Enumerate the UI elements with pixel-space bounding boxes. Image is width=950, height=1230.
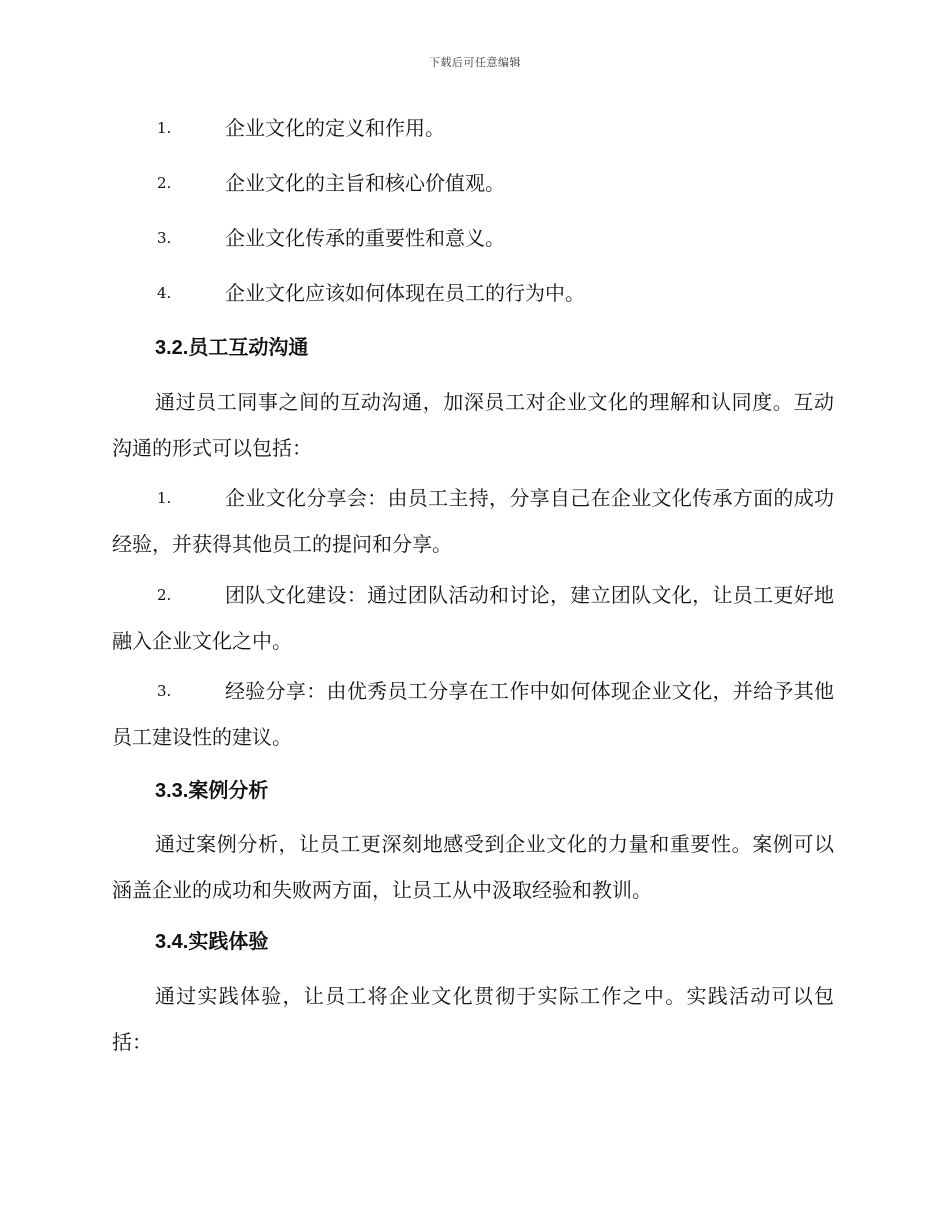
list-text: 企业文化分享会：由员工主持，分享自己在企业文化传承方面的成功经验，并获得其他员工的提问和分享。	[112, 486, 834, 556]
list-text: 经验分享：由优秀员工分享在工作中如何体现企业文化，并给予其他员工建设性的建议。	[112, 679, 834, 749]
section-title: 员工互动沟通	[188, 335, 309, 359]
section-3-3-intro: 通过案例分析，让员工更深刻地感受到企业文化的力量和重要性。案例可以涵盖企业的成功和失败两方面，让员工从中汲取经验和教训。	[112, 832, 834, 902]
list-text: 团队文化建设：通过团队活动和讨论，建立团队文化，让员工更好地融入企业文化之中。	[112, 583, 834, 653]
list-number: 1.	[157, 119, 172, 137]
list-item	[112, 668, 834, 760]
section-number: 3.2.	[155, 337, 189, 359]
list-item	[112, 215, 834, 261]
list-item	[112, 475, 834, 567]
list-item	[112, 105, 834, 151]
page-header: 下载后可任意编辑	[429, 56, 521, 69]
list-number: 3.	[157, 229, 172, 247]
list-item	[112, 572, 834, 664]
list-number: 4.	[157, 284, 172, 302]
list-text: 企业文化传承的重要性和意义。	[225, 226, 505, 250]
section-heading-3-4	[155, 918, 268, 965]
section-number: 3.4.	[155, 931, 189, 953]
list-text: 企业文化的主旨和核心价值观。	[225, 171, 505, 195]
list-item	[112, 160, 834, 206]
section-3-2-intro: 通过员工同事之间的互动沟通，加深员工对企业文化的理解和认同度。互动沟通的形式可以包括：	[112, 390, 834, 460]
section-title: 实践体验	[188, 929, 269, 953]
section-heading-3-3	[155, 767, 268, 814]
list-number: 3.	[157, 682, 172, 700]
list-number: 1.	[157, 489, 172, 507]
list-text: 企业文化的定义和作用。	[225, 116, 445, 140]
section-3-4-intro: 通过实践体验，让员工将企业文化贯彻于实际工作之中。实践活动可以包括：	[112, 984, 834, 1054]
section-number: 3.3.	[155, 780, 189, 802]
list-number: 2.	[157, 174, 172, 192]
list-item	[112, 270, 834, 316]
section-title: 案例分析	[188, 778, 269, 802]
list-number: 2.	[157, 586, 172, 604]
section-heading-3-2	[155, 324, 308, 371]
list-text: 企业文化应该如何体现在员工的行为中。	[225, 281, 585, 305]
